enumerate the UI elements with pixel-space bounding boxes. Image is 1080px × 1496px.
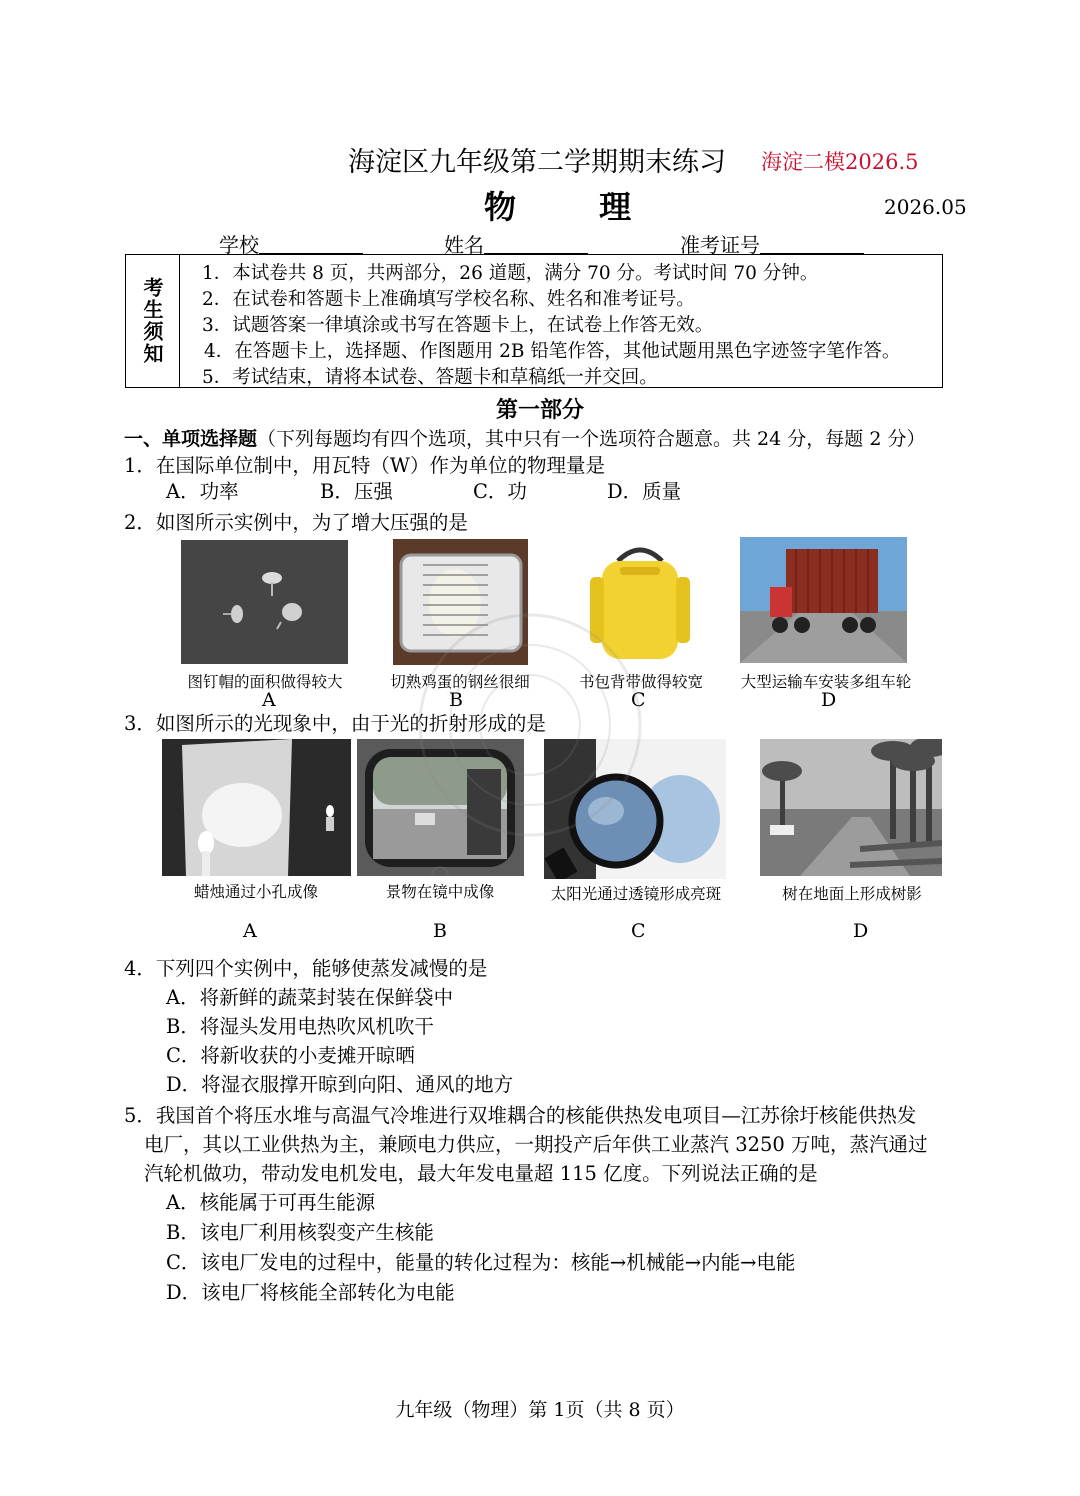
q1-option-c: C．功 <box>473 480 527 503</box>
q1-option-a: A．功率 <box>166 480 239 503</box>
q2-letter-d: D <box>821 689 837 711</box>
q3-caption-c: 太阳光通过透镜形成亮斑 <box>550 885 722 903</box>
page-footer: 九年级（物理）第 1页（共 8 页） <box>395 1399 685 1421</box>
section-heading-label: 一、单项选择题 <box>124 428 258 450</box>
q4-option-c: C．将新收获的小麦摊开晾晒 <box>166 1044 415 1067</box>
q5-option-a: A．核能属于可再生能源 <box>166 1191 376 1214</box>
q2-letter-a: A <box>262 689 276 711</box>
notice-item: 3．试题答案一律填涂或书写在答题卡上，在试卷上作答无效。 <box>202 315 714 336</box>
q3-photo-d-tree-shadow <box>760 739 942 876</box>
exam-title: 海淀区九年级第二学期期末练习 <box>348 147 726 178</box>
exam-tag: 海淀二模2026.5 <box>761 150 919 174</box>
q2-letter-c: C <box>631 689 646 711</box>
subject-title: 物 理 <box>484 188 668 226</box>
notice-item: 5．考试结束，请将本试卷、答题卡和草稿纸一并交回。 <box>202 367 658 388</box>
exam-date: 2026.05 <box>884 195 967 219</box>
q2-photo-a-thumbtacks <box>181 540 348 664</box>
q3-photo-a-candle <box>162 739 351 876</box>
q2-caption-d: 大型运输车安装多组车轮 <box>740 673 912 691</box>
part-title: 第一部分 <box>495 398 584 423</box>
q4-stem: 4．下列四个实例中，能够使蒸发减慢的是 <box>124 957 488 980</box>
q5-stem-line: 电厂，其以工业供热为主，兼顾电力供应，一期投产后年供工业蒸汽 3250 万吨，蒸汽通过 <box>144 1133 928 1156</box>
school-blank <box>259 235 363 254</box>
q1-stem: 1．在国际单位制中，用瓦特（W）作为单位的物理量是 <box>124 454 605 477</box>
q2-caption-a: 图钉帽的面积做得较大 <box>187 673 343 691</box>
watermark-seal <box>380 575 680 875</box>
q5-stem-line: 汽轮机做功，带动发电机发电，最大年发电量超 115 亿度。下列说法正确的是 <box>144 1162 818 1185</box>
notice-box <box>125 254 943 388</box>
notice-item: 1．本试卷共 8 页，共两部分，26 道题，满分 70 分。考试时间 70 分钟。 <box>202 263 819 284</box>
q2-photo-d-truck <box>740 537 907 663</box>
q3-caption-d: 树在地面上形成树影 <box>782 885 922 903</box>
section-heading <box>124 424 925 451</box>
q1-option-d: D．质量 <box>607 480 682 503</box>
q5-option-c: C．该电厂发电的过程中，能量的转化过程为：核能→机械能→内能→电能 <box>166 1251 796 1274</box>
q2-caption-b: 切熟鸡蛋的钢丝很细 <box>390 673 530 691</box>
q2-stem: 2．如图所示实例中，为了增大压强的是 <box>124 511 468 534</box>
q3-letter-b: B <box>433 920 447 942</box>
q4-option-d: D．将湿衣服撑开晾到向阳、通风的地方 <box>166 1073 514 1096</box>
q3-letter-c: C <box>631 920 646 942</box>
name-blank <box>484 235 588 254</box>
q4-option-a: A．将新鲜的蔬菜封装在保鲜袋中 <box>166 986 454 1009</box>
q4-option-b: B．将湿头发用电热吹风机吹干 <box>166 1015 434 1038</box>
notice-item: 4．在答题卡上，选择题、作图题用 2B 铅笔作答，其他试题用黑色字迹签字笔作答。 <box>204 341 901 362</box>
q5-option-d: D．该电厂将核能全部转化为电能 <box>166 1281 455 1304</box>
exam-id-blank <box>760 235 864 254</box>
q2-letter-b: B <box>449 689 463 711</box>
notice-label-cell <box>126 255 180 387</box>
q3-letter-d: D <box>853 920 869 942</box>
q3-caption-b: 景物在镜中成像 <box>385 883 495 901</box>
section-note: （下列每题均有四个选项，其中只有一个选项符合题意。共 24 分，每题 2 分） <box>257 428 926 450</box>
q5-stem-line: 5．我国首个将压水堆与高温气冷堆进行双堆耦合的核能供热发电项目—江苏徐圩核能供热发 <box>124 1104 917 1127</box>
name-label: 姓名 <box>444 233 484 257</box>
q1-option-b: B．压强 <box>320 480 393 503</box>
notice-item: 2．在试卷和答题卡上准确填写学校名称、姓名和准考证号。 <box>202 289 695 310</box>
q2-caption-c: 书包背带做得较宽 <box>578 673 703 691</box>
q3-letter-a: A <box>243 920 257 942</box>
q3-stem: 3．如图所示的光现象中，由于光的折射形成的是 <box>124 712 546 735</box>
q3-caption-a: 蜡烛通过小孔成像 <box>193 883 318 901</box>
exam-id-label: 准考证号 <box>680 233 760 257</box>
q5-option-b: B．该电厂利用核裂变产生核能 <box>166 1221 434 1244</box>
notice-label: 考生须知 <box>140 277 164 365</box>
school-label: 学校 <box>219 233 259 257</box>
